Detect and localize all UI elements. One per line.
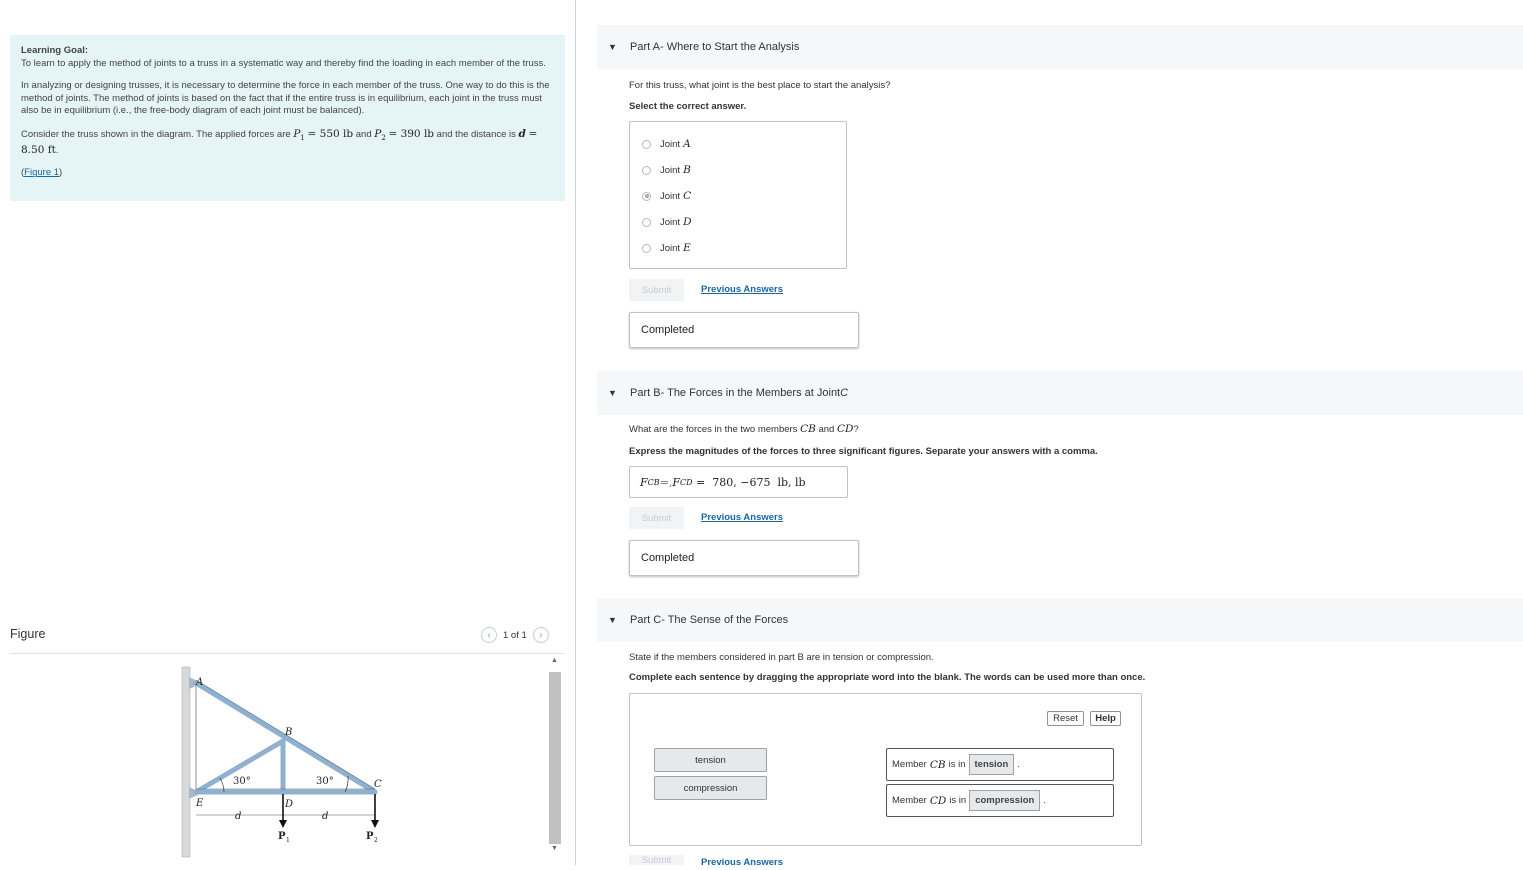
part-c-previous-answers-link[interactable]: Previous Answers (701, 857, 784, 865)
ans-f1-sub: CB (647, 477, 660, 487)
sentence-member: CB (929, 758, 946, 771)
label-c: C (374, 779, 382, 790)
scroll-up-icon[interactable]: ▲ (551, 657, 558, 664)
wall (182, 667, 190, 857)
radio-button[interactable] (642, 140, 651, 149)
label-angle-1: 30° (233, 776, 251, 787)
intro-paragraph: In analyzing or designing trusses, it is necessary to determine the force in each member of the truss. One way to do this is the method of joints. The method of joints is based on the fact that if the entire truss is in equilibrium, each joint in the truss must also be in equilibrium (i.e., the free-body diagram of each joint must be balanced). (21, 80, 550, 116)
column-divider (575, 0, 576, 865)
radio-button[interactable] (642, 166, 651, 175)
learning-goal-panel (10, 35, 565, 201)
sentence-suffix: . (1017, 759, 1020, 770)
ans-f2: F (672, 475, 680, 489)
part-b-submit-button[interactable]: Submit (629, 507, 684, 529)
label-d2: d (322, 811, 329, 822)
label-a: A (196, 677, 204, 688)
option-symbol: C (683, 190, 692, 202)
paren-open: ( (21, 167, 25, 179)
caret-down-icon[interactable]: ▼ (608, 615, 617, 625)
chip-tension[interactable]: tension (654, 748, 767, 772)
label-p2: P (366, 831, 374, 842)
figure-1-link[interactable]: Figure 1 (24, 167, 60, 179)
figure-divider (10, 653, 565, 654)
caret-down-icon[interactable]: ▼ (608, 42, 617, 52)
part-b-title: - The Forces in the Members at Joint (660, 387, 841, 399)
option-text: Joint (660, 164, 681, 176)
part-c-header[interactable] (597, 598, 1523, 642)
figure-title: Figure (10, 627, 46, 641)
part-c-question: State if the members considered in part B are in tension or compression. (629, 652, 934, 663)
option-symbol: B (683, 164, 691, 176)
option-symbol: E (683, 242, 691, 254)
radio-button-selected[interactable] (642, 192, 651, 201)
sentence-cb (886, 748, 1114, 781)
ans-value: = 780, −675 lb, lb (692, 475, 806, 489)
scroll-down-icon[interactable]: ▼ (551, 845, 558, 852)
part-b-instruction: Express the magnitudes of the forces to three significant figures. Separate your answers with a comma. (629, 446, 1098, 457)
d-symbol: d (518, 127, 526, 140)
p1-value: = 550 lb (307, 127, 354, 140)
part-a-title: - Where to Start the Analysis (659, 41, 800, 53)
option-symbol: A (683, 138, 691, 150)
distance-text: and the distance is (434, 128, 519, 140)
part-a-label: Part A (630, 41, 660, 53)
label-p2-sub: 2 (374, 837, 378, 844)
chip-compression[interactable]: compression (654, 776, 767, 800)
part-b-label: Part B (630, 387, 661, 399)
part-b-question (629, 423, 859, 435)
part-b-title-symbol: C (840, 387, 849, 399)
member-cd-symbol: CD (836, 423, 854, 435)
option-text: Joint (660, 138, 681, 150)
pager-text: 1 of 1 (503, 629, 527, 641)
sentence-middle: is in (949, 795, 967, 806)
part-a-header[interactable] (597, 25, 1523, 69)
sentence-prefix: Member (892, 759, 927, 770)
chevron-left-icon[interactable]: ‹ (481, 627, 497, 643)
option-joint-c[interactable] (642, 190, 691, 202)
part-c-title: - The Sense of the Forces (661, 614, 789, 626)
sentence-cd (886, 784, 1114, 817)
load-p2-head (371, 820, 379, 828)
sentence-prefix: Member (892, 795, 927, 806)
period: . (55, 144, 59, 156)
scroll-thumb[interactable] (549, 672, 561, 844)
sentence-middle: is in (948, 759, 966, 770)
option-text: Joint (660, 216, 681, 228)
p2-sub: 2 (381, 133, 386, 142)
part-c-instruction: Complete each sentence by dragging the appropriate word into the blank. The words can be used more than once. (629, 672, 1146, 683)
ans-f1: F (640, 475, 648, 489)
p1-sub: 1 (300, 133, 305, 142)
consider-text (21, 128, 554, 158)
and-word: and (815, 424, 837, 435)
part-a-submit-button[interactable]: Submit (629, 279, 684, 301)
member-cb-symbol: CB (800, 423, 816, 435)
ans-sep: =, (659, 475, 673, 489)
help-button[interactable]: Help (1090, 711, 1121, 726)
part-a-instruction: Select the correct answer. (629, 101, 747, 112)
p1-symbol: P (293, 127, 301, 140)
option-joint-b[interactable] (642, 164, 691, 176)
p2-value: = 390 lb (388, 127, 435, 140)
truss-diagram (10, 655, 545, 865)
drop-zone-cd[interactable]: compression (969, 790, 1040, 811)
question-suffix: ? (853, 424, 859, 435)
ans-f2-sub: CD (680, 477, 693, 487)
label-angle-2: 30° (316, 776, 334, 787)
label-d1: d (235, 811, 242, 822)
and-word: and (353, 128, 375, 140)
figure-canvas (10, 655, 545, 865)
d-value: = 8.50 ft (21, 127, 538, 156)
part-b-previous-answers-link[interactable]: Previous Answers (701, 512, 784, 523)
caret-down-icon[interactable]: ▼ (608, 388, 617, 398)
option-joint-e[interactable] (642, 242, 691, 254)
option-joint-d[interactable] (642, 216, 692, 228)
part-a-options (629, 121, 847, 269)
part-b-header[interactable] (597, 371, 1523, 415)
sentence-suffix: . (1043, 795, 1046, 806)
figure-pager (481, 627, 549, 643)
goal-text: To learn to apply the method of joints to a truss in a systematic way and thereby find the loading in each member of the truss. (21, 57, 546, 69)
label-p1: P (278, 831, 286, 842)
part-c-label: Part C (630, 614, 662, 626)
sentence-member: CD (929, 794, 947, 807)
p2-symbol: P (374, 127, 382, 140)
reset-button[interactable]: Reset (1047, 711, 1084, 726)
label-d: D (285, 799, 294, 810)
radio-button[interactable] (642, 218, 651, 227)
figure-scrollbar[interactable] (548, 657, 562, 862)
question-prefix: What are the forces in the two members (629, 424, 801, 435)
part-b-status: Completed (629, 540, 859, 576)
part-b-answer-field[interactable] (629, 466, 848, 498)
option-symbol: D (683, 216, 692, 228)
label-e: E (196, 798, 204, 809)
option-joint-a[interactable] (642, 138, 691, 150)
label-b: B (285, 727, 293, 738)
option-text: Joint (660, 242, 681, 254)
radio-button[interactable] (642, 244, 651, 253)
part-a-previous-answers-link[interactable]: Previous Answers (701, 284, 784, 295)
consider-prefix: Consider the truss shown in the diagram. The applied forces are (21, 128, 294, 140)
load-p1-head (279, 820, 287, 828)
goal-heading: Learning Goal: (21, 45, 89, 56)
part-a-status: Completed (629, 312, 859, 348)
chevron-right-icon[interactable]: › (533, 627, 549, 643)
label-p1-sub: 1 (286, 837, 290, 844)
part-c-submit-button[interactable]: Submit (629, 855, 684, 865)
option-text: Joint (660, 190, 681, 202)
paren-close: ) (59, 167, 63, 179)
drag-drop-area (629, 693, 1142, 846)
drop-zone-cb[interactable]: tension (969, 754, 1015, 775)
part-a-question: For this truss, what joint is the best place to start the analysis? (629, 80, 891, 91)
